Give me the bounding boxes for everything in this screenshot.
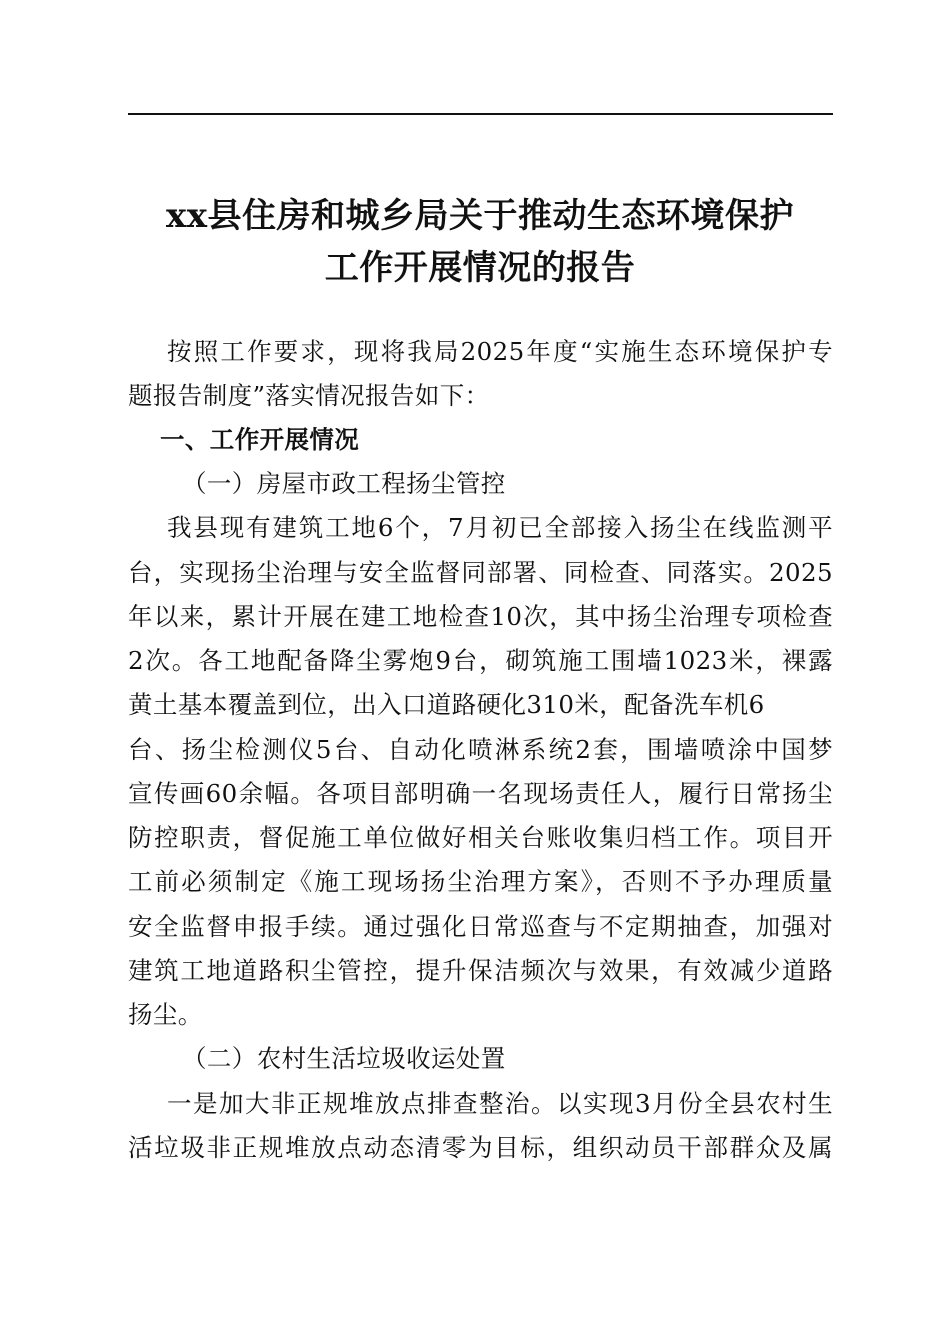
paragraph-line: 一是加大非正规堆放点排查整治。以实现3月份全县农村生	[167, 1089, 833, 1118]
intro-line-2: 题报告制度”落实情况报告如下：	[128, 381, 490, 410]
paragraph-line: 我县现有建筑工地6个，7月初已全部接入扬尘在线监测平	[167, 513, 833, 542]
report-title-line-1: xx县住房和城乡局关于推动生态环境保护	[165, 196, 795, 236]
subsection-heading-2: （二）农村生活垃圾收运处置	[182, 1044, 506, 1073]
paragraph-line: 台、扬尘检测仪5台、自动化喷淋系统2套，围墙喷涂中国梦	[128, 735, 833, 764]
header-rule	[128, 113, 833, 115]
section-heading-1: 一、工作开展情况	[160, 425, 360, 454]
subsection-heading-1: （一）房屋市政工程扬尘管控	[182, 469, 506, 498]
paragraph-line: 宣传画60余幅。各项目部明确一名现场责任人，履行日常扬尘	[128, 779, 833, 808]
paragraph-line: 活垃圾非正规堆放点动态清零为目标，组织动员干部群众及属	[128, 1133, 833, 1162]
paragraph-line: 工前必须制定《施工现场扬尘治理方案》，否则不予办理质量	[128, 867, 833, 896]
paragraph-line: 扬尘。	[128, 1000, 203, 1029]
report-title-line-2: 工作开展情况的报告	[324, 248, 636, 288]
paragraph-line: 台，实现扬尘治理与安全监督同部署、同检查、同落实。2025	[128, 558, 833, 587]
paragraph-line: 防控职责，督促施工单位做好相关台账收集归档工作。项目开	[128, 823, 833, 852]
paragraph-line: 黄土基本覆盖到位，出入口道路硬化310米，配备洗车机6	[128, 690, 765, 719]
paragraph-line: 安全监督申报手续。通过强化日常巡查与不定期抽查，加强对	[128, 912, 833, 941]
paragraph-line: 2次。各工地配备降尘雾炮9台，砌筑施工围墙1023米，裸露	[128, 646, 833, 675]
intro-line-1: 按照工作要求，现将我局2025年度“实施生态环境保护专	[167, 337, 833, 366]
paragraph-line: 年以来，累计开展在建工地检查10次，其中扬尘治理专项检查	[128, 602, 833, 631]
paragraph-line: 建筑工地道路积尘管控，提升保洁频次与效果，有效减少道路	[128, 956, 833, 985]
